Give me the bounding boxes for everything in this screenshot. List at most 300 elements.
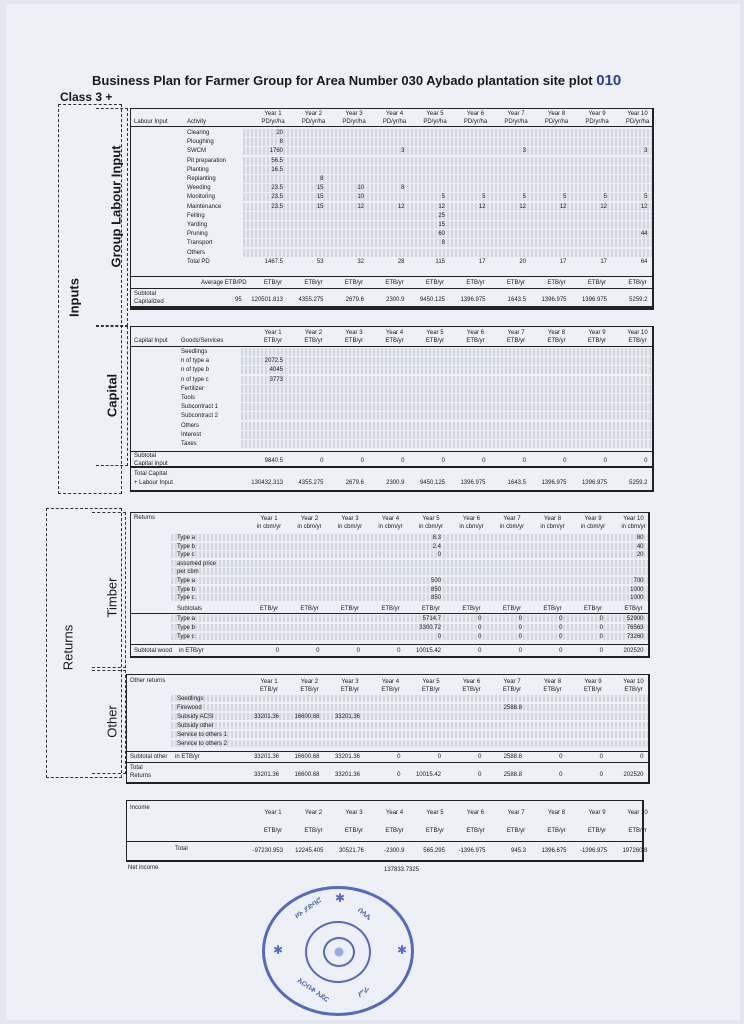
plot-number: 010 <box>596 72 622 89</box>
unit-header: ETB/yr <box>506 828 526 834</box>
year-header: Year 3 <box>345 111 363 117</box>
year-header: Year 8 <box>543 679 562 685</box>
unit-header: ETB/yr <box>502 687 522 693</box>
activity-label: Pit preparation <box>187 157 227 164</box>
income-total-value: 1396.675 <box>541 848 567 854</box>
activity-label: Monitoring <box>187 194 216 201</box>
year-header: Year 5 <box>426 810 444 816</box>
returns-total-value: 16600.68 <box>294 772 320 778</box>
year-header: Year 4 <box>385 111 404 117</box>
timber-label: Type a <box>177 578 196 584</box>
labour-value: 3 <box>401 148 405 155</box>
table-rule <box>127 762 648 763</box>
timber-etb-value: 52900 <box>626 616 644 622</box>
row-shading <box>171 722 648 729</box>
year-header: Year 1 <box>264 810 282 816</box>
unit-header: ETB/yr <box>543 687 562 693</box>
subtotal-label: Subtotal <box>134 453 157 459</box>
timber-subtotal-value: 202520 <box>623 648 644 654</box>
year-header: Year 7 <box>507 111 525 117</box>
year-header: Year 7 <box>503 679 521 685</box>
other-value: 33201.36 <box>253 714 279 720</box>
unit-header: in cbm/yr <box>378 524 403 530</box>
timber-etb-value: 0 <box>518 634 522 640</box>
goods-label: Tools <box>181 395 196 401</box>
unit-header: ETB/yr <box>385 338 404 344</box>
timber-etb-value: 0 <box>559 634 563 640</box>
activity-label: Felling <box>187 212 205 219</box>
year-header: Year 5 <box>426 111 444 117</box>
unit-header: PD/yr/ha <box>423 119 447 125</box>
subtotal-wood-unit: in ETB/yr <box>179 648 204 654</box>
returns-total-value: 0 <box>478 772 482 778</box>
capital-total-value: 1396.975 <box>460 480 486 486</box>
other-subtotal-value: 16600.68 <box>294 754 320 760</box>
capital-subtotal-value: 0 <box>603 458 607 464</box>
year-header: Year 2 <box>304 111 323 117</box>
unit-header: ETB/yr <box>425 828 445 834</box>
activity-label: Ploughing <box>187 139 214 146</box>
row-shading <box>243 249 652 257</box>
year-header: Year 7 <box>503 516 521 522</box>
timber-subtotal-value: 10015.42 <box>415 648 441 654</box>
row-shading <box>241 348 652 356</box>
labour-value: 15 <box>316 203 324 210</box>
labour-input-label: + Labour Input <box>134 480 173 486</box>
unit-header: ETB/yr <box>425 280 445 286</box>
year-header: Year 3 <box>341 516 359 522</box>
year-header: Year 1 <box>264 330 282 336</box>
income-total-value: 197260.8 <box>622 848 648 854</box>
row-shading <box>243 221 652 229</box>
row-shading <box>241 366 652 374</box>
unit-header: ETB/yr <box>381 606 400 612</box>
labour-subtotal-value: 9450.125 <box>419 297 445 303</box>
row-shading <box>171 695 648 702</box>
capital-total-value: 130432.313 <box>251 480 283 486</box>
unit-header: in cbm/yr <box>337 524 363 530</box>
timber-label: per cbm <box>177 569 199 576</box>
row-shading <box>243 157 652 165</box>
row-shading <box>243 147 652 155</box>
labour-value: 1467.5 <box>264 258 283 265</box>
capital-total-value: 5259.2 <box>629 480 648 486</box>
labour-value: 10 <box>357 185 364 192</box>
goods-label: Others <box>181 422 200 429</box>
year-header: Year 6 <box>466 810 485 816</box>
other-subtotal-value: 0 <box>559 754 563 760</box>
year-header: Year 9 <box>584 679 602 685</box>
other-subtotal-value: 0 <box>397 754 401 760</box>
capital-subtotal-value: 0 <box>441 458 445 464</box>
capital-total-value: 1643.5 <box>507 480 526 486</box>
subtotal-other-label: Subtotal other <box>130 754 168 760</box>
labour-value: 17 <box>478 258 486 265</box>
year-header: Year 10 <box>627 330 648 336</box>
other-returns-table <box>126 674 650 784</box>
unit-header: ETB/yr <box>466 338 485 344</box>
labour-value: 8 <box>320 176 324 182</box>
unit-header: ETB/yr <box>344 828 364 834</box>
labour-corner: Labour Input <box>134 119 168 125</box>
labour-value: 3 <box>644 148 648 155</box>
capital-subtotal-value: 0 <box>563 458 567 464</box>
labour-value: 23.5 <box>271 203 283 210</box>
year-header: Year 5 <box>426 330 444 336</box>
labour-value: 16.5 <box>271 166 283 173</box>
unit-header: ETB/yr <box>466 280 485 286</box>
income-total-value: -1396.975 <box>458 848 486 854</box>
table-rule <box>131 613 648 614</box>
timber-etb-value: 0 <box>478 634 482 640</box>
activity-label: Clearing <box>187 130 210 136</box>
unit-header: ETB/yr <box>385 280 404 286</box>
unit-header: ETB/yr <box>263 280 283 286</box>
unit-header: ETB/yr <box>385 828 404 834</box>
year-header: Year 7 <box>507 330 525 336</box>
unit-header: ETB/yr <box>628 280 647 286</box>
labour-value: 12 <box>519 203 526 210</box>
year-header: Year 10 <box>627 810 648 816</box>
unit-header: in cbm/yr <box>459 524 484 530</box>
returns-total-value: 0 <box>599 772 603 778</box>
income-table <box>126 800 648 862</box>
row-shading <box>241 422 652 430</box>
unit-header: in cbm/yr <box>540 524 565 530</box>
timber-etb-value: 0 <box>478 625 482 631</box>
capital-total-table <box>130 466 654 492</box>
other-label: Service to others 2 <box>177 741 228 747</box>
timber-subtotal-value: 0 <box>356 648 360 654</box>
labour-value: 15 <box>316 194 324 201</box>
labour-value: 5 <box>482 194 486 201</box>
year-header: Year 4 <box>385 810 404 816</box>
unit-header: ETB/yr <box>344 338 364 344</box>
labour-value: 3 <box>522 148 526 155</box>
row-shading <box>171 704 648 711</box>
net-income-value: 137833.7325 <box>384 867 420 873</box>
activity-label: Maintenance <box>187 203 222 210</box>
year-header: Year 1 <box>260 679 278 685</box>
labour-value: 12 <box>559 203 567 210</box>
capital-subtotal-value: 0 <box>360 458 364 464</box>
timber-subtotal-value: 0 <box>478 648 482 654</box>
income-total-value: 945.3 <box>510 848 526 854</box>
returns-total-value: 33201.36 <box>253 772 279 778</box>
labour-value: 20 <box>276 130 283 136</box>
unit-header: in cbm/yr <box>621 524 646 530</box>
labour-value: 8 <box>279 139 283 146</box>
unit-header: ETB/yr <box>587 280 607 286</box>
other-value: 33201.36 <box>334 714 360 720</box>
row-shading <box>243 166 652 174</box>
unit-header: ETB/yr <box>381 687 400 693</box>
timber-label: Type c <box>177 634 195 640</box>
activity-label: Yarding <box>187 222 208 228</box>
goods-label: Subcontract 2 <box>181 413 219 420</box>
unit-header: in cbm/yr <box>418 524 444 530</box>
year-header: Year 5 <box>422 516 440 522</box>
year-header: Year 3 <box>345 330 363 336</box>
unit-header: ETB/yr <box>506 280 526 286</box>
goods-header: Goods/Services <box>181 338 224 344</box>
unit-header: PD/yr/ha <box>544 119 569 125</box>
row-shading <box>243 212 652 220</box>
labour-value: 56.5 <box>271 157 283 164</box>
goods-label: n of type c <box>181 376 209 383</box>
unit-header: ETB/yr <box>628 338 647 344</box>
timber-etb-value: 0 <box>599 625 603 631</box>
activity-label: Weeding <box>187 185 211 192</box>
unit-header: in cbm/yr <box>580 524 606 530</box>
capital-value: 2072.5 <box>264 358 283 365</box>
row-shading <box>243 239 652 247</box>
year-header: Year 3 <box>341 679 359 685</box>
year-header: Year 5 <box>422 679 440 685</box>
labour-subtotal-value: 1396.975 <box>460 297 486 303</box>
labour-value: 53 <box>316 258 324 265</box>
unit-header: PD/yr/ha <box>625 119 650 125</box>
labour-value: 5 <box>563 194 567 201</box>
timber-etb-value: 73260 <box>626 634 644 640</box>
capital-value: 4045 <box>269 367 283 374</box>
timber-volume-value: 20 <box>636 552 644 559</box>
row-shading <box>241 440 652 448</box>
goods-label: n of type b <box>181 367 210 374</box>
unit-header: ETB/yr <box>304 338 323 344</box>
unit-header: in cbm/yr <box>499 524 525 530</box>
year-header: Year 6 <box>462 516 481 522</box>
labour-subtotal-value: 5259.2 <box>629 297 648 303</box>
other-value: 2588.8 <box>503 705 522 711</box>
other-label: Subsidy ACSI <box>177 714 214 720</box>
year-header: Year 10 <box>623 679 644 685</box>
returns-total-value: 33201.36 <box>334 772 360 778</box>
activity-label: Total PD <box>187 258 210 265</box>
unit-header: PD/yr/ha <box>382 119 407 125</box>
returns-total-value: 2588.8 <box>503 772 522 778</box>
timber-subtotal-value: 0 <box>518 648 522 654</box>
other-label: Subsidy other <box>177 723 214 729</box>
labour-value: 12 <box>478 203 486 210</box>
capital-input-table <box>130 326 654 468</box>
other-subtotal-value: 2588.8 <box>503 754 522 760</box>
unit-header: ETB/yr <box>300 687 319 693</box>
timber-etb-value: 0 <box>437 634 441 640</box>
timber-label: Type b <box>177 586 196 593</box>
capital-subtotal-value: 9840.5 <box>264 458 283 464</box>
goods-label: Interest <box>181 431 202 438</box>
other-corner: Other returns <box>130 678 166 684</box>
goods-label: Seedlings <box>181 349 208 355</box>
returns-total-value: 10015.42 <box>415 772 441 778</box>
other-subtotal-value: 33201.36 <box>253 754 279 760</box>
year-header: Year 10 <box>627 111 648 117</box>
other-label: Other <box>104 705 120 738</box>
timber-etb-value: 0 <box>599 616 603 622</box>
unit-header: PD/yr/ha <box>301 119 326 125</box>
goods-label: n of type a <box>181 358 210 365</box>
capital-total-value: 4355.275 <box>298 480 324 486</box>
subtotal-wood-label: Subtotal wood <box>134 648 173 654</box>
year-header: Year 6 <box>466 111 485 117</box>
unit-header: ETB/yr <box>502 606 522 612</box>
timber-etb-value: 76563 <box>626 625 644 631</box>
class-label: Class 3 + <box>60 90 113 104</box>
other-subtotal-value: 0 <box>478 754 482 760</box>
timber-label: Type b <box>177 543 196 550</box>
capital-subtotal-value: 0 <box>644 458 648 464</box>
row-shading <box>243 138 652 146</box>
year-header: Year 9 <box>588 810 606 816</box>
unit-header: ETB/yr <box>587 338 607 344</box>
unit-header: ETB/yr <box>425 338 445 344</box>
row-shading <box>171 740 648 747</box>
total-capital-label: Total Capital <box>134 471 168 477</box>
year-header: Year 8 <box>547 810 566 816</box>
unit-header: PD/yr/ha <box>504 119 528 125</box>
labour-value: 5 <box>644 194 648 201</box>
capital-total-value: 2300.9 <box>386 480 405 486</box>
labour-subtotal-value: 4355.275 <box>298 297 324 303</box>
year-header: Year 2 <box>304 810 323 816</box>
other-subtotal-value: 0 <box>599 754 603 760</box>
unit-header: ETB/yr <box>624 687 643 693</box>
row-shading <box>171 568 648 575</box>
unit-header: ETB/yr <box>421 606 441 612</box>
labour-value: 20 <box>519 258 526 265</box>
unit-header: ETB/yr <box>340 687 360 693</box>
unit-header: ETB/yr <box>263 828 283 834</box>
labour-value: 12 <box>357 203 364 210</box>
page-title: Business Plan for Farmer Group for Area Number 030 Aybado plantation site plot 010 <box>92 72 622 89</box>
unit-header: ETB/yr <box>628 828 647 834</box>
unit-header: ETB/yr <box>263 338 283 344</box>
labour-value: 17 <box>559 258 567 265</box>
capital-total-value: 1396.975 <box>581 480 607 486</box>
timber-corner: Returns <box>134 515 156 521</box>
official-stamp: ✱ ✱ ✱ ዞኑ ያድባሮ ሰላሌ አርብቶ አደር ሥራ <box>262 886 414 1016</box>
labour-value: 32 <box>357 258 364 265</box>
other-label: Firewood <box>177 705 202 711</box>
year-header: Year 10 <box>623 516 644 522</box>
capital-label: Capital <box>104 373 120 418</box>
timber-volume-value: 80 <box>636 535 644 541</box>
row-shading <box>241 357 652 365</box>
timber-volume-value: 2.4 <box>432 543 441 550</box>
timber-label: Type a <box>177 616 196 622</box>
unit-header: ETB/yr <box>547 338 566 344</box>
income-total-value: -1396.975 <box>579 848 607 854</box>
capital-total-value: 1396.975 <box>541 480 567 486</box>
labour-value: 5 <box>603 194 607 201</box>
income-corner: Income <box>130 805 150 811</box>
unit-header: ETB/yr <box>543 606 562 612</box>
timber-etb-value: 0 <box>559 625 563 631</box>
timber-etb-value: 0 <box>599 634 603 640</box>
timber-subtotal-value: 0 <box>559 648 563 654</box>
year-header: Year 8 <box>543 516 562 522</box>
capital-subtotal-value: 0 <box>320 458 324 464</box>
timber-label: Timber <box>104 577 120 618</box>
labour-value: 23.5 <box>271 185 283 192</box>
stamp-emblem <box>323 937 355 967</box>
unit-header: PD/yr/ha <box>342 119 366 125</box>
labour-subtotal-value: 1396.975 <box>541 297 567 303</box>
timber-volume-value: 850 <box>430 586 441 593</box>
row-shading <box>171 731 648 738</box>
timber-label: assumed price <box>177 560 217 567</box>
timber-etb-value: 0 <box>518 625 522 631</box>
labour-value: 15 <box>438 222 445 228</box>
labour-subtotal-table <box>130 276 654 310</box>
row-shading <box>171 560 648 567</box>
capital-total-value: 9450.125 <box>419 480 445 486</box>
table-rule <box>131 288 652 289</box>
row-shading <box>241 394 652 402</box>
unit-header: ETB/yr <box>300 606 319 612</box>
labour-value: 44 <box>640 231 648 238</box>
inputs-label: Inputs <box>66 278 82 317</box>
labour-value: 60 <box>438 231 445 238</box>
other-label: Service to others 1 <box>177 732 228 738</box>
activity-label: Pruning <box>187 231 208 238</box>
timber-subtotal-value: 0 <box>599 648 603 654</box>
unit-header: ETB/yr <box>304 280 323 286</box>
table-rule <box>131 451 652 452</box>
timber-etb-value: 0 <box>559 616 563 622</box>
net-income-label: Net income <box>128 865 159 871</box>
income-total-value: 565.295 <box>423 848 445 854</box>
year-header: Year 8 <box>547 330 566 336</box>
year-header: Year 3 <box>345 810 363 816</box>
activity-label: Replanting <box>187 176 216 182</box>
labour-value: 8 <box>401 185 405 192</box>
goods-label: Taxes <box>181 441 197 447</box>
capital-corner: Capital Input <box>134 338 168 344</box>
year-header: Year 7 <box>507 810 525 816</box>
capital-subtotal-value: 0 <box>401 458 405 464</box>
unit-header: in cbm/yr <box>256 524 282 530</box>
labour-value: 25 <box>438 212 445 219</box>
row-shading <box>241 403 652 411</box>
timber-subtotal-value: 0 <box>316 648 320 654</box>
labour-subtotal-value: 2300.9 <box>386 297 405 303</box>
timber-volume-value: 40 <box>636 543 644 550</box>
returns-total-value: 202520 <box>623 772 644 778</box>
avg-etb-label: Average ETB/PD <box>201 280 247 286</box>
labour-subtotal-value: 1396.975 <box>581 297 607 303</box>
labour-value: 115 <box>435 258 445 265</box>
row-shading <box>243 230 652 238</box>
timber-etb-value: 0 <box>478 616 482 622</box>
activity-label: Planting <box>187 166 209 173</box>
labour-value: 23.5 <box>271 194 283 201</box>
unit-header: ETB/yr <box>462 606 481 612</box>
subtotal-label: Subtotal <box>134 291 157 297</box>
unit-header: ETB/yr <box>624 606 643 612</box>
activity-label: SWCM <box>187 148 206 155</box>
year-header: Year 9 <box>584 516 602 522</box>
returns-total-value: 0 <box>559 772 563 778</box>
year-header: Year 4 <box>385 330 404 336</box>
unit-header: ETB/yr <box>344 280 364 286</box>
capital-total-value: 2679.6 <box>345 480 364 486</box>
timber-subtotal-value: 0 <box>275 648 279 654</box>
activity-label: Transport <box>187 240 213 247</box>
timber-subtotal-value: 0 <box>397 648 401 654</box>
labour-value: 15 <box>316 185 324 192</box>
